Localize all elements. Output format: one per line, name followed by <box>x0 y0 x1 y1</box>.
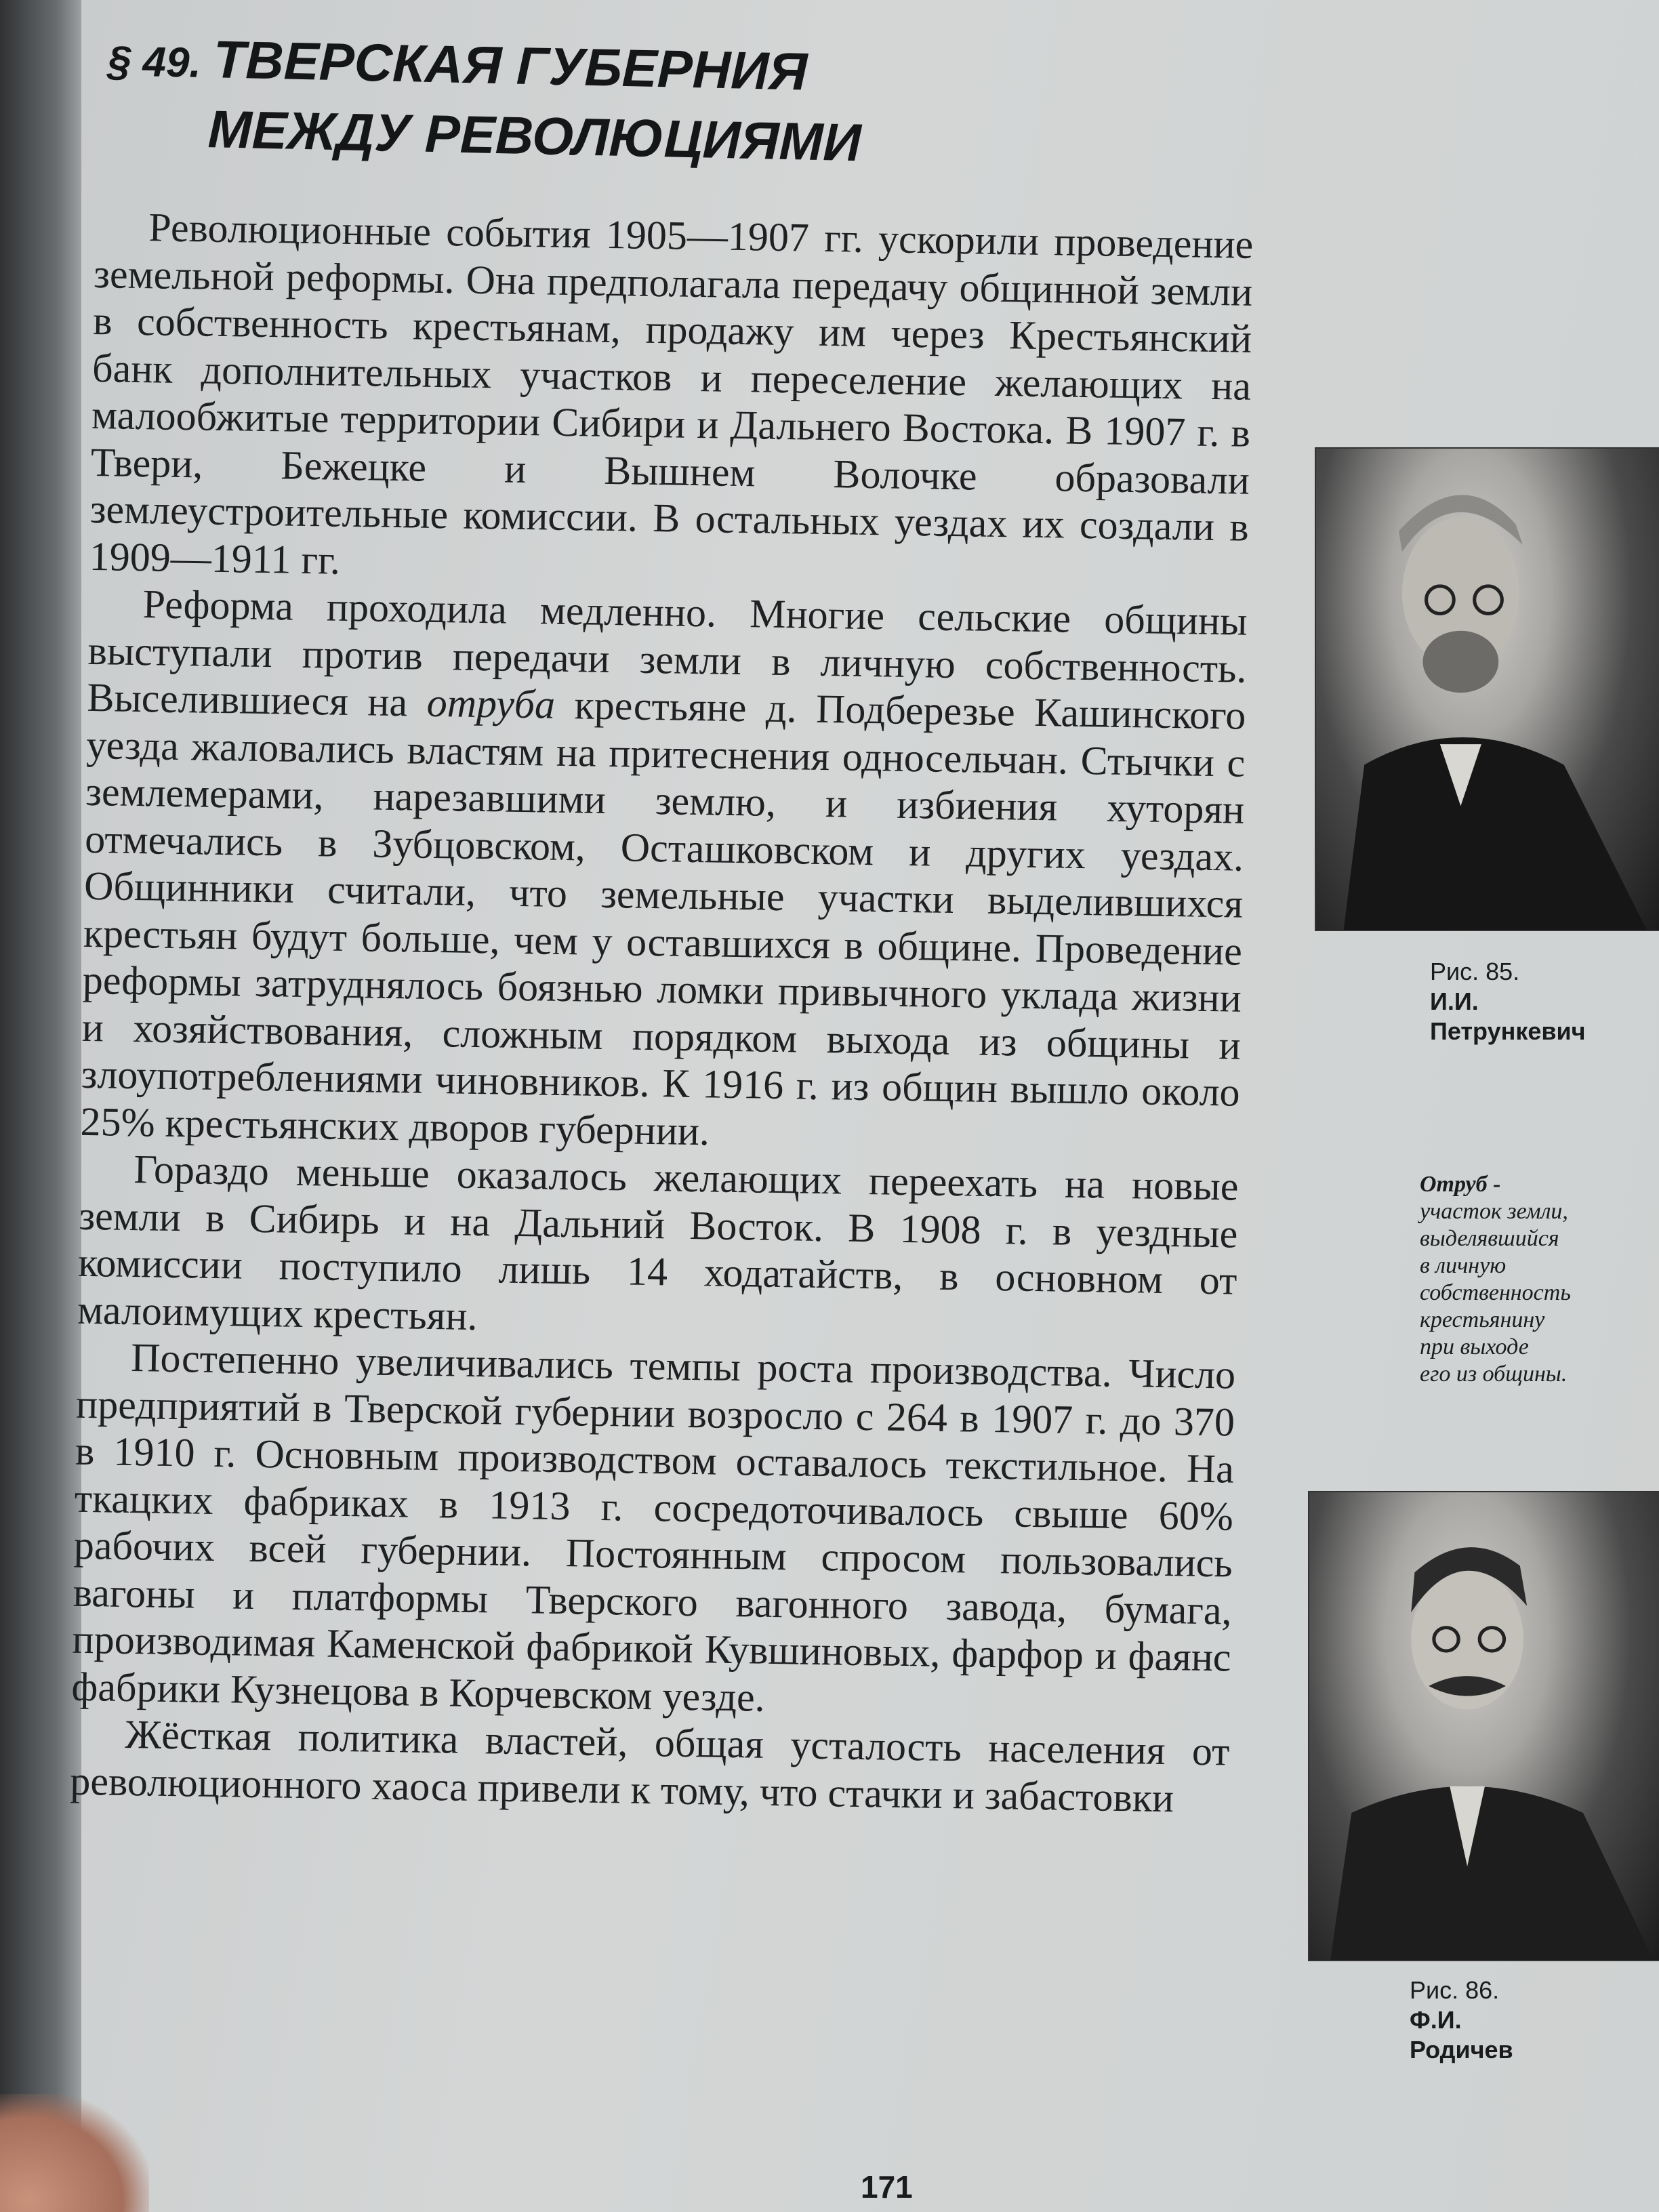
portrait-2-drawing <box>1309 1492 1659 1960</box>
portrait-rodichev <box>1308 1491 1659 1961</box>
page-number: 171 <box>861 2169 913 2205</box>
glossary-line: в личную <box>1420 1253 1507 1278</box>
figure-86-initials: Ф.И. <box>1410 2006 1462 2034</box>
portrait-1-drawing <box>1316 449 1659 930</box>
figure-85-surname: Петрункевич <box>1430 1017 1586 1045</box>
glossary-line: при выходе <box>1420 1334 1529 1359</box>
glossary-note <box>1420 1171 1659 1388</box>
figure-85-label: Рис. 85. <box>1430 958 1520 985</box>
term-otruba: отруба <box>426 680 556 727</box>
glossary-term: Отруб - <box>1420 1172 1501 1197</box>
figure-85-initials: И.И. <box>1430 987 1479 1015</box>
section-title-line1: ТВЕРСКАЯ ГУБЕРНИЯ <box>212 29 808 102</box>
section-title-line2: МЕЖДУ РЕВОЛЮЦИЯМИ <box>207 99 862 173</box>
text-column <box>70 203 1254 1823</box>
thumb-in-corner <box>0 2094 149 2212</box>
glossary-line: крестьянину <box>1420 1307 1545 1332</box>
glossary-line: участок земли, <box>1420 1199 1568 1224</box>
paragraph-2-start: Реформа проходила медленно. Многие сельские общины выступали против передачи земли в личную собственность. Выселившиеся на <box>87 581 1248 725</box>
paragraph-3: Гораздо меньше оказалось желающих переехать на новые земли в Сибирь и на Дальний Восток. В 1908 г. в уездные комиссии поступило лишь 14 ходатайств, в основном от малоимущих крестьян. <box>77 1147 1239 1338</box>
section-heading <box>106 24 863 175</box>
paragraph-5: Жёсткая политика властей, общая усталость населения от революционного хаоса привели к тому, что стачки и забастовки <box>69 1711 1230 1820</box>
section-number: § 49. <box>107 37 202 87</box>
figure-86-caption <box>1410 1975 1513 2065</box>
figure-86-surname: Родичев <box>1410 2036 1513 2064</box>
figure-85-caption <box>1430 957 1586 1046</box>
body-text <box>70 203 1403 1825</box>
paragraph-2 <box>80 580 1248 1164</box>
paragraph-2-end: крестьяне д. Подберезье Кашинского уезда жаловались властям на притеснения односельчан. Стычки с землемерами, нарезавшими землю, и избиения хуторян отмечались в Зубцовском, Осташковском и других уездах. Общинники считали, что земельные участки выделившихся крестьян будут больше, чем у оставшихся в общине. Проведение реформы затруднялось боязнью ломки привычного уклада жизни и хозяйствования, сложным порядком выхода из общины и злоупотреблениями чиновников. К 1916 г. из общин вышло около 25% крестьянских дворов губернии. <box>80 682 1246 1153</box>
portrait-petrunkevich <box>1315 447 1659 931</box>
figure-86-label: Рис. 86. <box>1410 1976 1500 2004</box>
glossary-line: выделявшийся <box>1420 1226 1559 1251</box>
glossary-line: собственность <box>1420 1280 1571 1305</box>
paragraph-1: Революционные события 1905—1907 гг. ускорили проведение земельной реформы. Она предполагала передачу общинной земли в собственность крестьянам, продажу им через Крестьянский банк дополнительных участков и переселение желающих на малообжитые территории Сибири и Дальнего Востока. В 1907 г. в Твери, Бежецке и Вышнем Волочке образовали землеустроительные комиссии. В остальных уездах их создали в 1909—1911 гг. <box>89 205 1254 583</box>
textbook-page <box>69 0 1659 2212</box>
paragraph-4: Постепенно увеличивались темпы роста производства. Число предприятий в Тверской губернии возросло с 264 в 1907 г. до 370 в 1910 г. Основным производством оставалось текстильное. На ткацких фабриках в 1913 г. сосредоточивалось свыше 60% рабочих всей губернии. Постоянным спросом пользовались вагоны и платформы Тверского вагонного завода, бумага, производимая Каменской фабрикой Кувшиновых, фарфор и фаянс фабрики Кузнецова в Корчевском уезде. <box>71 1335 1236 1720</box>
book-spine-shadow <box>0 0 81 2212</box>
glossary-line: его из общины. <box>1420 1361 1568 1387</box>
